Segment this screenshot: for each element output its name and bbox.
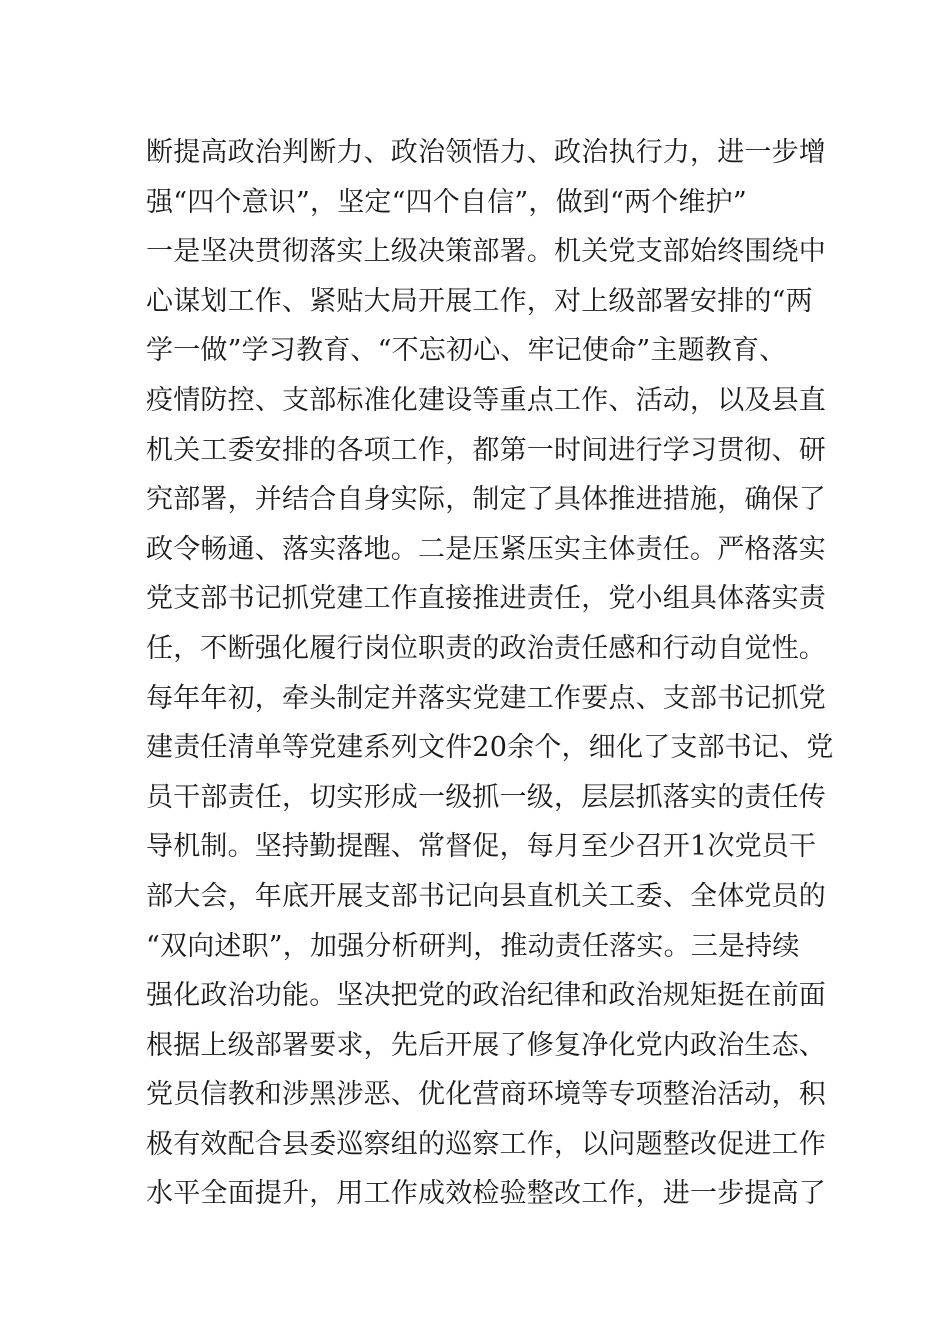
- text-line-7: 机关工委安排的各项工作，都第一时间进行学习贯彻、研: [146, 434, 826, 466]
- text-line-4: 心谋划工作、紧贴大局开展工作，对上级部署安排的“两: [146, 285, 813, 317]
- text-line-12: 每年年初，牵头制定并落实党建工作要点、支部书记抓党: [146, 682, 826, 714]
- text-line-22: 水平全面提升，用工作成效检验整改工作，进一步提高了: [146, 1178, 826, 1210]
- text-line-3: 一是坚决贯彻落实上级决策部署。机关党支部始终围绕中: [146, 236, 826, 268]
- text-line-13: 建责任清单等党建系列文件20余个，细化了支部书记、党: [146, 732, 834, 764]
- text-line-9: 政令畅通、落实落地。二是压紧压实主体责任。严格落实: [146, 533, 826, 565]
- text-line-2: 强“四个意识”，坚定“四个自信”，做到“两个维护”: [146, 186, 747, 218]
- text-line-21: 极有效配合县委巡察组的巡察工作，以问题整改促进工作: [146, 1128, 826, 1160]
- text-line-11: 任，不断强化履行岗位职责的政治责任感和行动自觉性。: [146, 632, 826, 664]
- text-line-6: 疫情防控、支部标准化建设等重点工作、活动，以及县直: [146, 384, 826, 416]
- text-line-16: 部大会，年底开展支部书记向县直机关工委、全体党员的: [146, 880, 826, 912]
- text-line-1: 断提高政治判断力、政治领悟力、政治执行力，进一步增: [146, 137, 826, 168]
- text-line-8: 究部署，并结合自身实际，制定了具体推进措施，确保了: [146, 484, 826, 516]
- text-line-15: 导机制。坚持勤提醒、常督促，每月至少召开1次党员干: [146, 831, 817, 863]
- text-line-5: 学一做”学习教育、“不忘初心、牢记使命”主题教育、: [146, 335, 787, 367]
- text-line-14: 员干部责任，切实形成一级抓一级，层层抓落实的责任传: [146, 781, 826, 813]
- text-line-10: 党支部书记抓党建工作直接推进责任，党小组具体落实责: [146, 583, 826, 615]
- text-line-19: 根据上级部署要求，先后开展了修复净化党内政治生态、: [146, 1029, 826, 1061]
- text-line-20: 党员信教和涉黑涉恶、优化营商环境等专项整治活动，积: [146, 1079, 826, 1111]
- text-line-18: 强化政治功能。坚决把党的政治纪律和政治规矩挺在前面: [146, 980, 826, 1012]
- body-paragraph: [146, 128, 834, 1219]
- text-line-17: “双向述职”，加强分析研判，推动责任落实。三是持续: [146, 930, 800, 962]
